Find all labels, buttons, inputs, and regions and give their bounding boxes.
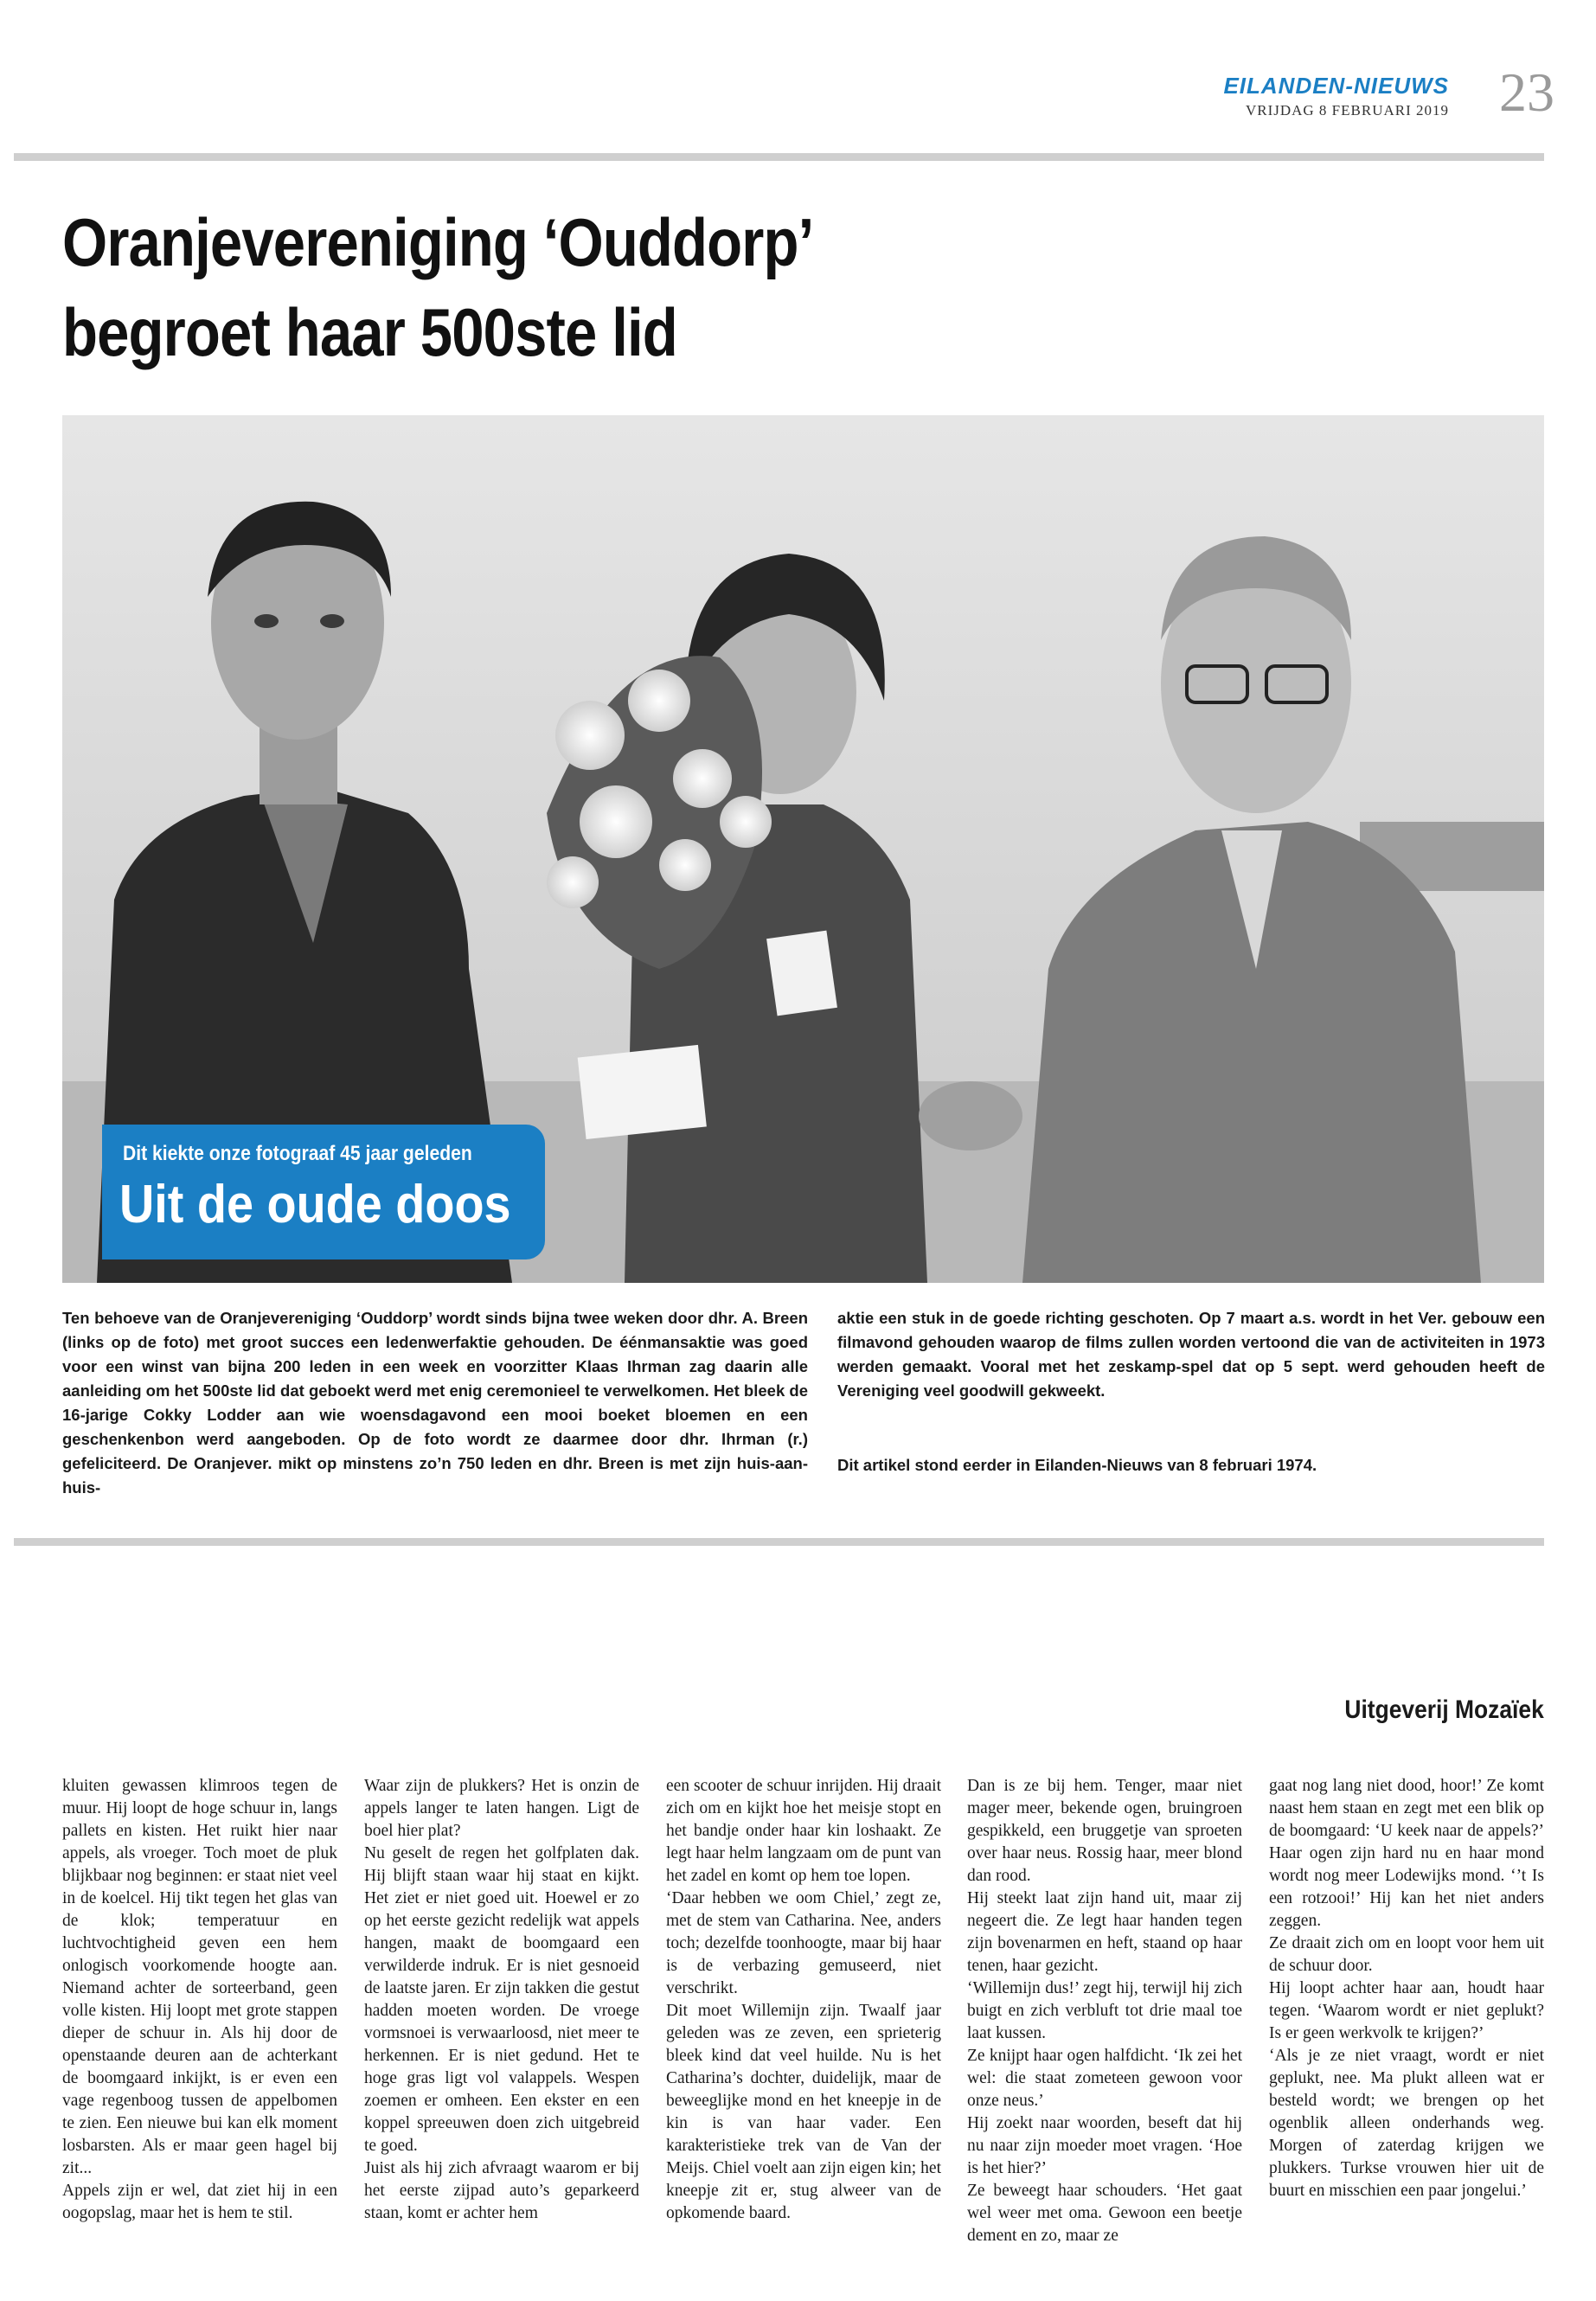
paragraph: Hij loopt achter haar aan, houdt haar tegen. ‘Waarom wordt er niet geplukt? Is er geen werkvolk te krijgen?’ <box>1269 1979 1544 2042</box>
story-column-5 <box>1269 1775 1544 2202</box>
paragraph: ‘Daar hebben we oom Chiel,’ zegt ze, met de stem van Catharina. Nee, anders toch; dezelfde toonhoogte, maar bij haar is de verbazing gemuseerd, niet verschrikt. <box>666 1889 941 1997</box>
newspaper-logo: EILANDEN-NIEUWS <box>1223 73 1449 99</box>
paragraph: Hij steekt laat zijn hand uit, maar zij negeert die. Ze legt haar handen tegen zijn bovenarmen en heft, staand op haar tenen, haar gezicht. <box>967 1889 1242 1975</box>
section-divider <box>14 1538 1544 1546</box>
paragraph: Dan is ze bij hem. Tenger, maar niet mager meer, bekende ogen, bruingroen gespikkeld, een bruggetje van sproeten over haar neus. Rossig haar, meer blond dan rood. <box>967 1777 1242 1885</box>
paragraph: ‘Als je ze niet vraagt, wordt er niet geplukt, nee. Ma plukt alleen wat er besteld wordt; we brengen op het ogenblik alleen onderhands weg. Morgen of zaterdag krijgen we plukkers. Turkse vrouwen hier uit de buurt en misschien een paar jongelui.’ <box>1269 2047 1544 2200</box>
paragraph: Appels zijn er wel, dat ziet hij in een oogopslag, maar het is hem te stil. <box>62 2182 337 2222</box>
handshake <box>919 1081 1022 1150</box>
paragraph: Dit moet Willemijn zijn. Twaalf jaar geleden was ze zeven, een sprieterig bleek kind dat veel huilde. Nu is het Catharina’s dochter, duidelijk, maar de beweeglijke mond en het kneepje in de kin is van haar vader. Een karakteristieke trek van de Van der Meijs. Chiel voelt aan zijn eigen kin; het kneepje zit er, stug alweer van de opkomende baard. <box>666 2002 941 2222</box>
story-column-2 <box>364 1775 639 2225</box>
story-column-3 <box>666 1775 941 2225</box>
paragraph: Hij zoekt naar woorden, beseft dat hij nu naar zijn moeder moet vragen. ‘Hoe is het hier?’ <box>967 2114 1242 2177</box>
paragraph: Ze beweegt haar schouders. ‘Het gaat wel weer met oma. Gewoon een beetje dement en zo, maar ze <box>967 2182 1242 2245</box>
top-divider <box>14 153 1544 161</box>
paragraph: Juist als hij zich afvraagt waarom er bij het eerste zijpad auto’s geparkeerd staan, komt er achter hem <box>364 2159 639 2222</box>
caption-right-column <box>837 1306 1545 1477</box>
article-headline <box>62 197 1178 377</box>
section-kicker: Dit kiekte onze fotograaf 45 jaar geleden <box>123 1142 472 1165</box>
headline-line-2: begroet haar 500ste lid <box>62 294 677 370</box>
paragraph: kluiten gewassen klimroos tegen de muur. Hij loopt de hoge schuur in, langs pallets en kisten. Het ruikt hier naar appels, als vroeger. Toch moet de pluk blijkbaar nog beginnen: er staat niet veel in de koelcel. Hij tikt tegen het glas van de klok; temperatuur en luchtvochtigheid geven een hem onlogisch voorkomende hoogte aan. Niemand achter de sorteerband, geen volle kisten. Hij loopt met grote stappen dieper de schuur in. Als hij door de openstaande deuren aan de achterkant de boomgaard inkijkt, is er even een vage regenboog tussen de appelbomen te zien. Een nieuwe bui kan elk moment losbarsten. Als er maar geen hagel bij zit... <box>62 1777 337 2177</box>
caption-continuation: aktie een stuk in de goede richting geschoten. Op 7 maart a.s. wordt in het Ver. gebouw een filmavond gehouden waarop de films zullen worden vertoond die van de activiteiten in 1973 werden gemaakt. Vooral met het zeskamp-spel dat op 5 sept. werd gehouden heeft de Vereniging veel goodwill gekweekt. <box>837 1309 1545 1400</box>
masthead <box>1223 73 1449 119</box>
section-label <box>102 1125 545 1259</box>
paragraph: Waar zijn de plukkers? Het is onzin de appels langer te laten hangen. Ligt de boel hier plat? <box>364 1777 639 1840</box>
paragraph: ‘Willemijn dus!’ zegt hij, terwijl hij zich buigt en zich verbluft tot drie maal toe laat kussen. <box>967 1979 1242 2042</box>
page-number: 23 <box>1499 61 1554 123</box>
section-title: Uit de oude doos <box>119 1175 511 1234</box>
publisher-credit: Uitgeverij Mozaïek <box>1344 1695 1544 1724</box>
headline-line-1: Oranjevereniging ‘Ouddorp’ <box>62 204 814 280</box>
issue-date: VRIJDAG 8 FEBRUARI 2019 <box>1245 102 1449 119</box>
gift-voucher <box>578 1045 707 1139</box>
story-column-4 <box>967 1775 1242 2247</box>
paragraph: Ze draait zich om en loopt voor hem uit de schuur door. <box>1269 1934 1544 1975</box>
paragraph: Ze knijpt haar ogen halfdicht. ‘Ik zei het wel: die staat zometeen gewoon voor onze neus.’ <box>967 2047 1242 2110</box>
source-note: Dit artikel stond eerder in Eilanden-Nieuws van 8 februari 1974. <box>837 1456 1317 1474</box>
caption-left-column: Ten behoeve van de Oranjevereniging ‘Ouddorp’ wordt sinds bijna twee weken door dhr. A. Breen (links op de foto) met groot succes een ledenwerfaktie gehouden. De éénmansaktie was goed voor een winst van bijna 200 leden in een week en voorzitter Klaas Ihrman zag daarin alle aanleiding om het 500ste lid dat geboekt werd met enig ceremonieel te verwelkomen. Het bleek de 16-jarige Cokky Lodder aan wie woensdagavond een mooi boeket bloemen en een geschenkenbon werd aangeboden. Op de foto wordt ze daarmee door dhr. Ihrman (r.) gefeliciteerd. De Oranjever. mikt op minstens zo’n 750 leden en dhr. Breen is met zijn huis-aan-huis- <box>62 1309 808 1497</box>
paragraph: gaat nog lang niet dood, hoor!’ Ze komt naast hem staan en zegt met een blik op de boomgaard: ‘U keek naar de appels?’ Haar ogen zijn hard nu en haar mond wordt nog meer Lodewijks mond. ‘’t Is een rotzooi!’ Hij kan het niet anders zeggen. <box>1269 1777 1544 1930</box>
paragraph: Nu geselt de regen het golfplaten dak. Hij blijft staan waar hij staat en kijkt. Het ziet er niet goed uit. Hoewel er zo op het eerste gezicht redelijk wat appels hangen, maakt de boomgaard een verwilderde indruk. Er is niet gesnoeid de laatste jaren. Er zijn takken die gestut hadden moeten worden. De vroege vormsnoei is verwaarloosd, niet meer te herkennen. Er is niet gedund. Het te hoge gras ligt vol valappels. Wespen zoemen er omheen. Een ekster en een koppel spreeuwen doen zich uitgebreid te goed. <box>364 1844 639 2155</box>
paragraph: een scooter de schuur inrijden. Hij draait zich om en kijkt hoe het meisje stopt en het bandje onder haar kin loshaakt. Ze legt haar helm langzaam om de punt van het zadel en komt op hem toe lopen. <box>666 1777 941 1885</box>
story-column-1 <box>62 1775 337 2225</box>
